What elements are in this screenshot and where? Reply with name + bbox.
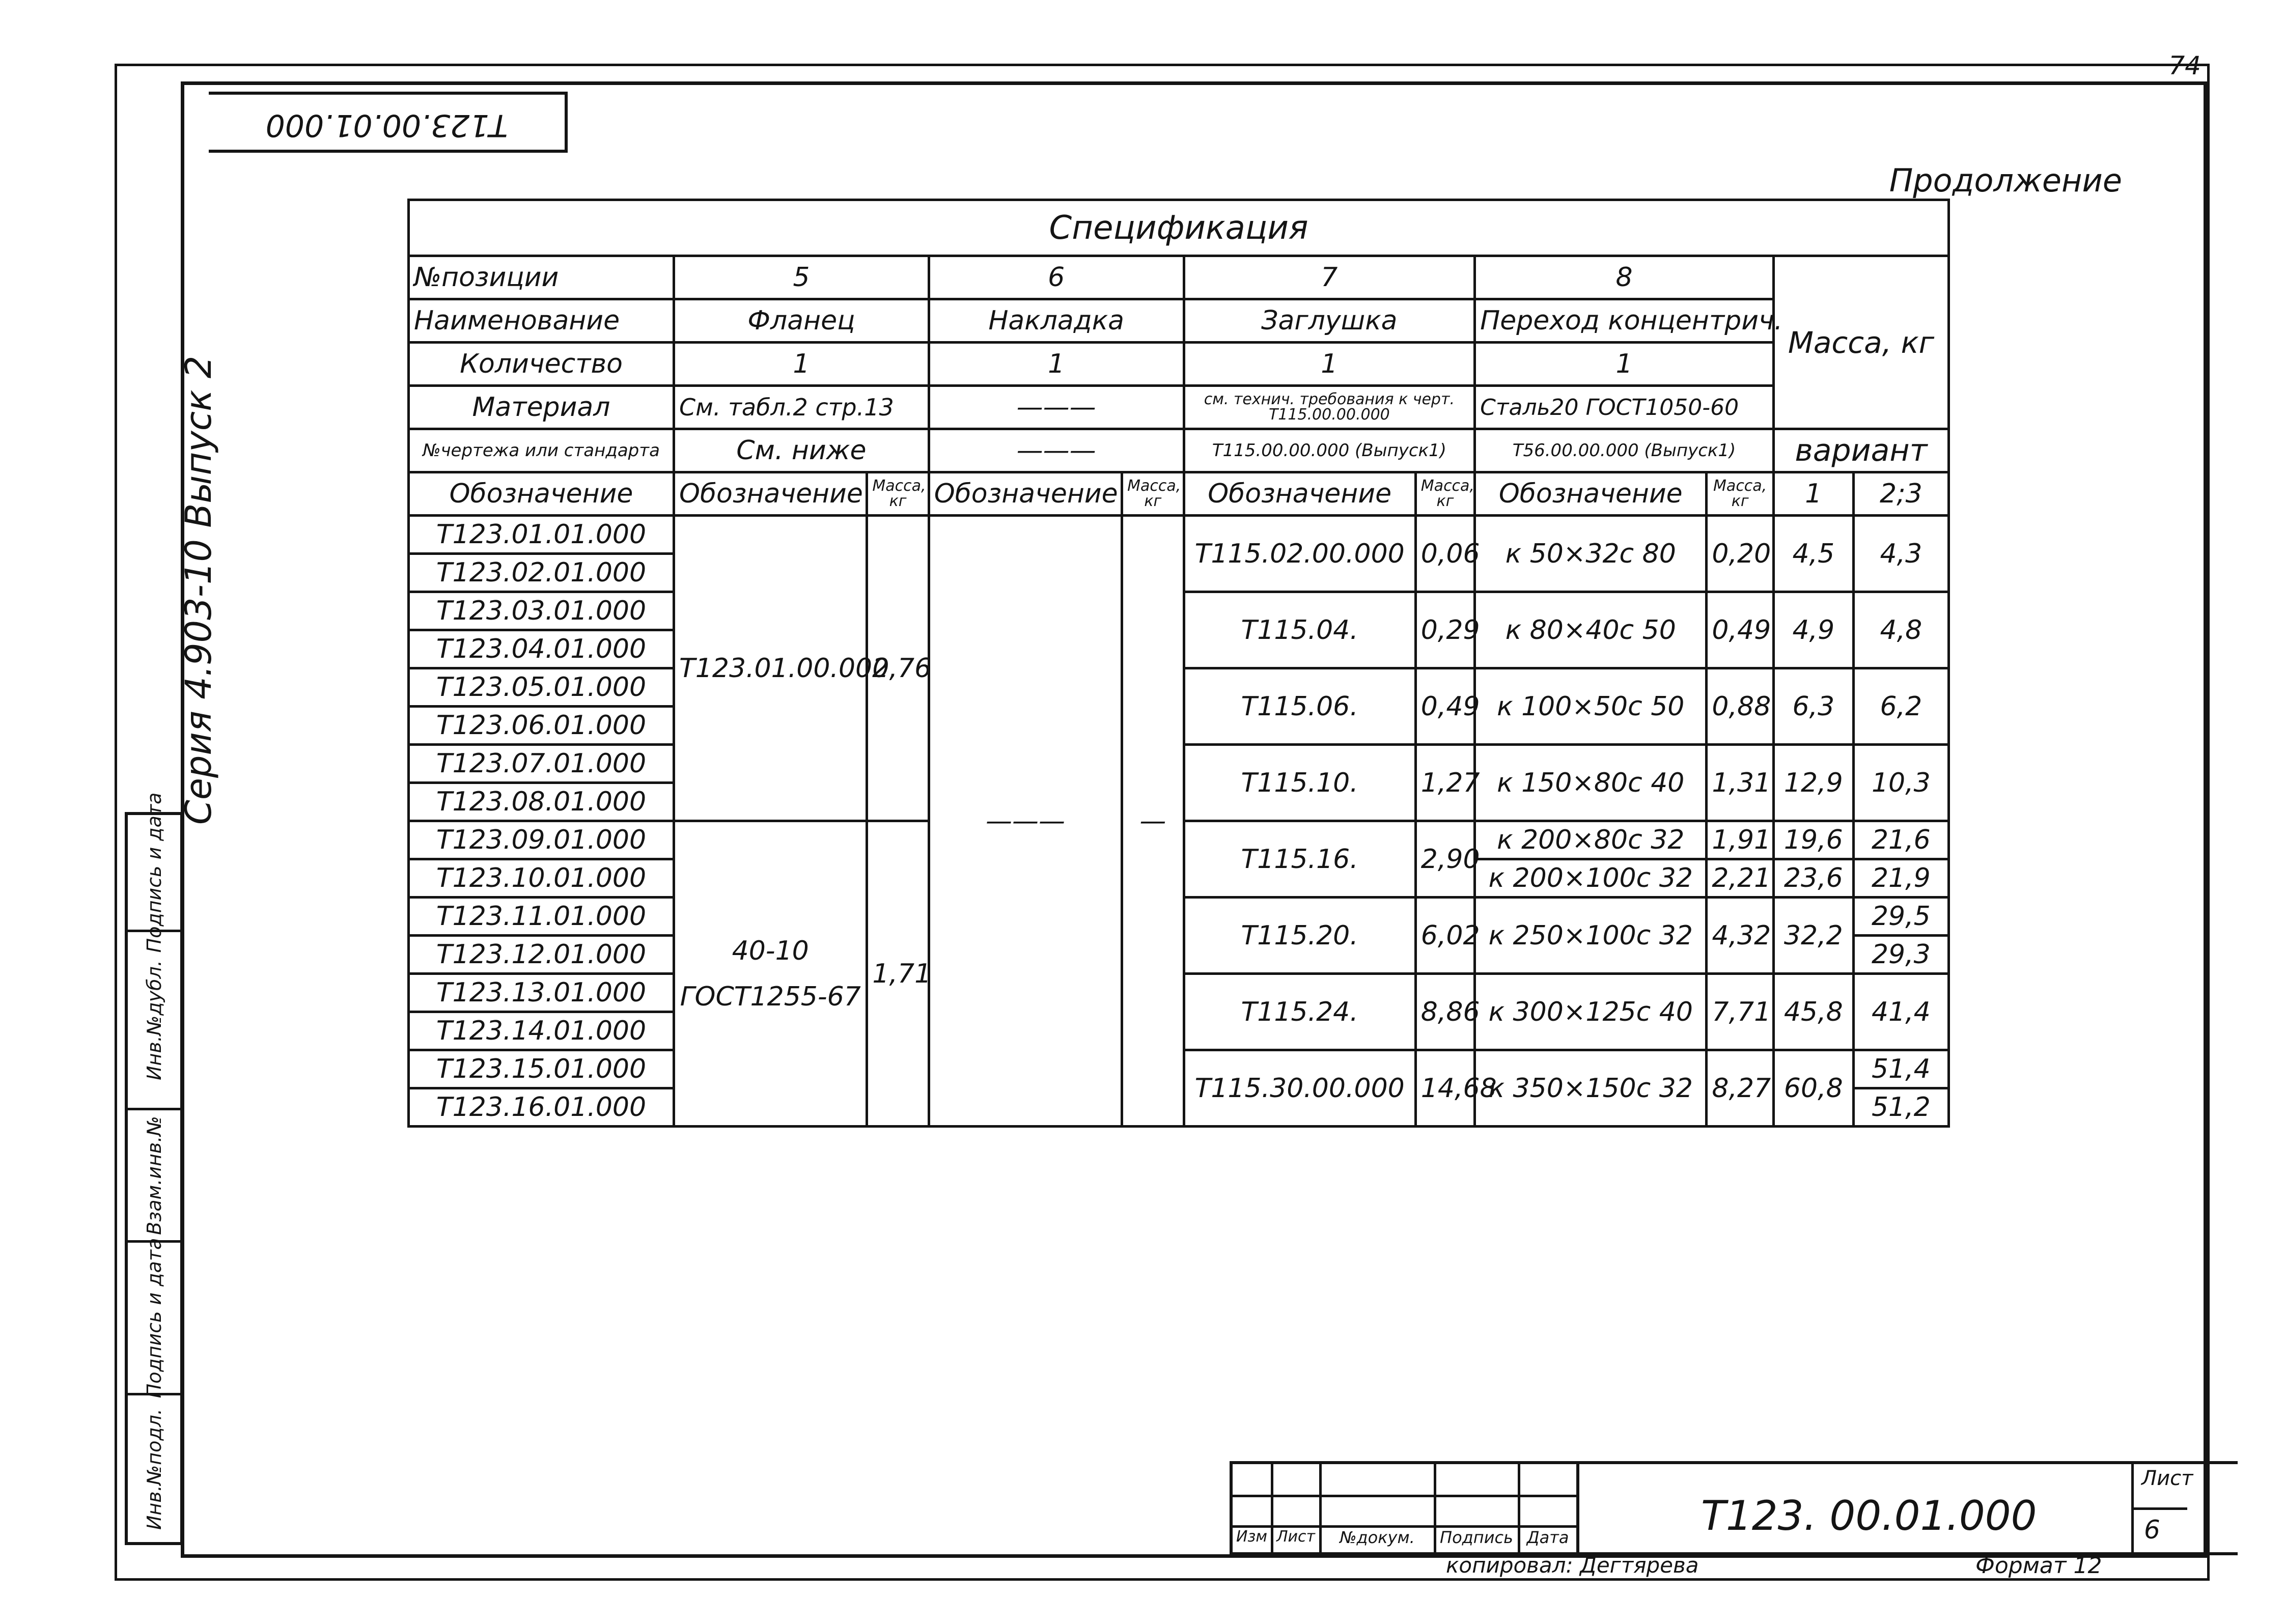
side-stamp-boxes: [125, 792, 183, 1545]
total-mass-v1: 45,8: [1773, 974, 1853, 1050]
designation-row: Т123.15.01.000: [409, 1050, 674, 1088]
plug-designation: Т115.30.00.000: [1184, 1050, 1415, 1127]
drawing-8: Т56.00.00.000 (Выпуск1): [1475, 429, 1774, 472]
label-material: Материал: [409, 386, 674, 429]
qty-7: 1: [1184, 343, 1475, 386]
flange-mass: 1,71: [867, 821, 929, 1127]
total-mass-v23: 21,9: [1853, 859, 1948, 898]
label-name: Наименование: [409, 299, 674, 343]
flange-designation: Т123.01.00.002: [674, 516, 867, 821]
col-mass-7: Масса, кг: [1415, 472, 1474, 516]
qty-6: 1: [929, 343, 1184, 386]
designation-row: Т123.10.01.000: [409, 859, 674, 898]
variant-1: 1: [1773, 472, 1853, 516]
total-mass-v23: 10,3: [1853, 745, 1948, 821]
side-box-label: Взам.инв.№: [143, 1115, 165, 1235]
total-mass-v23: 51,4: [1853, 1050, 1948, 1088]
name-7: Заглушка: [1184, 299, 1475, 343]
qty-5: 1: [674, 343, 929, 386]
designation-row: Т123.04.01.000: [409, 630, 674, 668]
material-5: См. табл.2 стр.13: [674, 386, 929, 429]
total-mass-v23: 6,2: [1853, 668, 1948, 745]
plug-mass: 8,86: [1415, 974, 1474, 1050]
plug-mass: 2,90: [1415, 821, 1474, 898]
reducer-mass: 8,27: [1707, 1050, 1774, 1127]
total-mass-v1: 60,8: [1773, 1050, 1853, 1127]
pos-7: 7: [1184, 256, 1475, 299]
plug-designation: Т115.10.: [1184, 745, 1415, 821]
flange-designation: 40-10 ГОСТ1255-67: [674, 821, 867, 1127]
name-5: Фланец: [674, 299, 929, 343]
material-8: Сталь20 ГОСТ1050-60: [1475, 386, 1774, 429]
reducer-designation: к 200×80с 32: [1475, 821, 1707, 859]
continuation-label: Продолжение: [1889, 162, 2122, 199]
reducer-mass: 4,32: [1707, 898, 1774, 974]
reducer-mass: 0,20: [1707, 516, 1774, 592]
reducer-mass: 0,49: [1707, 592, 1774, 668]
label-drawing: №чертежа или стандарта: [409, 429, 674, 472]
total-mass-v1: 12,9: [1773, 745, 1853, 821]
pos-5: 5: [674, 256, 929, 299]
sheet-label: Лист: [2141, 1467, 2193, 1490]
material-7: см. технич. требования к черт. Т115.00.00.000: [1184, 386, 1475, 429]
drawing-5: См. ниже: [674, 429, 929, 472]
reducer-designation: к 100×50с 50: [1475, 668, 1707, 745]
side-box: [128, 792, 180, 953]
designation-row: Т123.07.01.000: [409, 745, 674, 783]
side-box: [128, 932, 180, 1110]
top-stamp: [209, 92, 568, 153]
designation-row: Т123.14.01.000: [409, 1012, 674, 1050]
material-6: ———: [929, 386, 1184, 429]
side-box-label: Инв.№подл.: [143, 1408, 165, 1530]
plug-mass: 6,02: [1415, 898, 1474, 974]
specification-table: [407, 199, 1950, 1128]
variant-header: вариант: [1773, 429, 1948, 472]
reducer-designation: к 80×40с 50: [1475, 592, 1707, 668]
variant-2-3: 2;3: [1853, 472, 1948, 516]
side-box: [128, 1110, 180, 1243]
total-mass-v1: 6,3: [1773, 668, 1853, 745]
drawing-7: Т115.00.00.000 (Выпуск1): [1184, 429, 1475, 472]
reducer-designation: к 300×125с 40: [1475, 974, 1707, 1050]
mass-header: Масса, кг: [1773, 256, 1948, 429]
reducer-designation: к 150×80с 40: [1475, 745, 1707, 821]
col-designation-5: Обозначение: [674, 472, 867, 516]
plug-mass: 0,06: [1415, 516, 1474, 592]
name-8: Переход концентрич.: [1475, 299, 1774, 343]
top-stamp-text: Т123.00.01.000: [265, 107, 508, 143]
reducer-mass: 2,21: [1707, 859, 1774, 898]
format-label: Формат 12: [1975, 1553, 2102, 1579]
tb-col-doc: №докум.: [1340, 1528, 1415, 1547]
pos-6: 6: [929, 256, 1184, 299]
designation-row: Т123.05.01.000: [409, 668, 674, 707]
designation-row: Т123.16.01.000: [409, 1088, 674, 1127]
designation-row: Т123.11.01.000: [409, 898, 674, 936]
side-box-label: Подпись и дата: [143, 1238, 165, 1398]
sheet-number: 6: [2144, 1515, 2160, 1545]
plug-designation: Т115.06.: [1184, 668, 1415, 745]
reducer-mass: 1,31: [1707, 745, 1774, 821]
reducer-designation: к 200×100с 32: [1475, 859, 1707, 898]
total-mass-v1: 19,6: [1773, 821, 1853, 859]
plug-designation: Т115.02.00.000: [1184, 516, 1415, 592]
qty-8: 1: [1475, 343, 1774, 386]
label-designation: Обозначение: [409, 472, 674, 516]
tb-col-sheet: Лист: [1276, 1528, 1316, 1546]
page-number: 74: [2168, 51, 2201, 80]
plug-designation: Т115.24.: [1184, 974, 1415, 1050]
name-6: Накладка: [929, 299, 1184, 343]
designation-row: Т123.06.01.000: [409, 707, 674, 745]
designation-row: Т123.03.01.000: [409, 592, 674, 630]
flange-mass: 0,76: [867, 516, 929, 821]
drawing-6: ———: [929, 429, 1184, 472]
side-box: [128, 1238, 180, 1398]
sheet-divider-h: [2131, 1507, 2187, 1510]
designation-row: Т123.09.01.000: [409, 821, 674, 859]
total-mass-v23: 29,3: [1853, 936, 1948, 974]
reducer-designation: к 350×150с 32: [1475, 1050, 1707, 1127]
reducer-mass: 1,91: [1707, 821, 1774, 859]
label-position: №позиции: [409, 256, 674, 299]
pos-8: 8: [1475, 256, 1774, 299]
plug-designation: Т115.20.: [1184, 898, 1415, 974]
total-mass-v23: 41,4: [1853, 974, 1948, 1050]
total-mass-v23: 4,8: [1853, 592, 1948, 668]
label-quantity: Количество: [409, 343, 674, 386]
tb-col-date: Дата: [1526, 1528, 1569, 1547]
reducer-designation: к 50×32с 80: [1475, 516, 1707, 592]
copier-note: копировал: Дегтярева: [1446, 1553, 1699, 1578]
side-box-label: Подпись и дата: [143, 792, 165, 953]
col-mass-6: Масса, кг: [1122, 472, 1184, 516]
designation-row: Т123.08.01.000: [409, 783, 674, 821]
spec-title: Спецификация: [409, 200, 1949, 256]
plug-designation: Т115.16.: [1184, 821, 1415, 898]
plug-designation: Т115.04.: [1184, 592, 1415, 668]
plug-mass: 1,27: [1415, 745, 1474, 821]
document-id: Т123. 00.01.000: [1701, 1492, 2037, 1539]
total-mass-v23: 21,6: [1853, 821, 1948, 859]
designation-row: Т123.02.01.000: [409, 554, 674, 592]
designation-row: Т123.12.01.000: [409, 936, 674, 974]
total-mass-v23: 29,5: [1853, 898, 1948, 936]
plug-mass: 0,49: [1415, 668, 1474, 745]
reducer-mass: 7,71: [1707, 974, 1774, 1050]
side-box: [128, 1395, 180, 1543]
col-designation-8: Обозначение: [1475, 472, 1707, 516]
reducer-mass: 0,88: [1707, 668, 1774, 745]
title-block: [1230, 1461, 2238, 1555]
total-mass-v1: 32,2: [1773, 898, 1853, 974]
tb-col-signature: Подпись: [1440, 1528, 1513, 1547]
side-box-label: Инв.№дубл.: [143, 960, 165, 1080]
designation-row: Т123.01.01.000: [409, 516, 674, 554]
total-mass-v23: 51,2: [1853, 1088, 1948, 1127]
reducer-designation: к 250×100с 32: [1475, 898, 1707, 974]
total-mass-v1: 4,5: [1773, 516, 1853, 592]
tb-col-change: Изм: [1236, 1528, 1268, 1546]
col-mass-8: Масса, кг: [1707, 472, 1774, 516]
plug-mass: 0,29: [1415, 592, 1474, 668]
plate-mass: —: [1122, 516, 1184, 1127]
total-mass-v1: 4,9: [1773, 592, 1853, 668]
plate-designation: ———: [929, 516, 1122, 1127]
total-mass-v23: 4,3: [1853, 516, 1948, 592]
series-label: Серия 4.903-10 Выпуск 2: [178, 355, 219, 825]
plug-mass: 14,68: [1415, 1050, 1474, 1127]
col-designation-7: Обозначение: [1184, 472, 1415, 516]
col-designation-6: Обозначение: [929, 472, 1122, 516]
total-mass-v1: 23,6: [1773, 859, 1853, 898]
col-mass-5: Масса, кг: [867, 472, 929, 516]
designation-row: Т123.13.01.000: [409, 974, 674, 1012]
